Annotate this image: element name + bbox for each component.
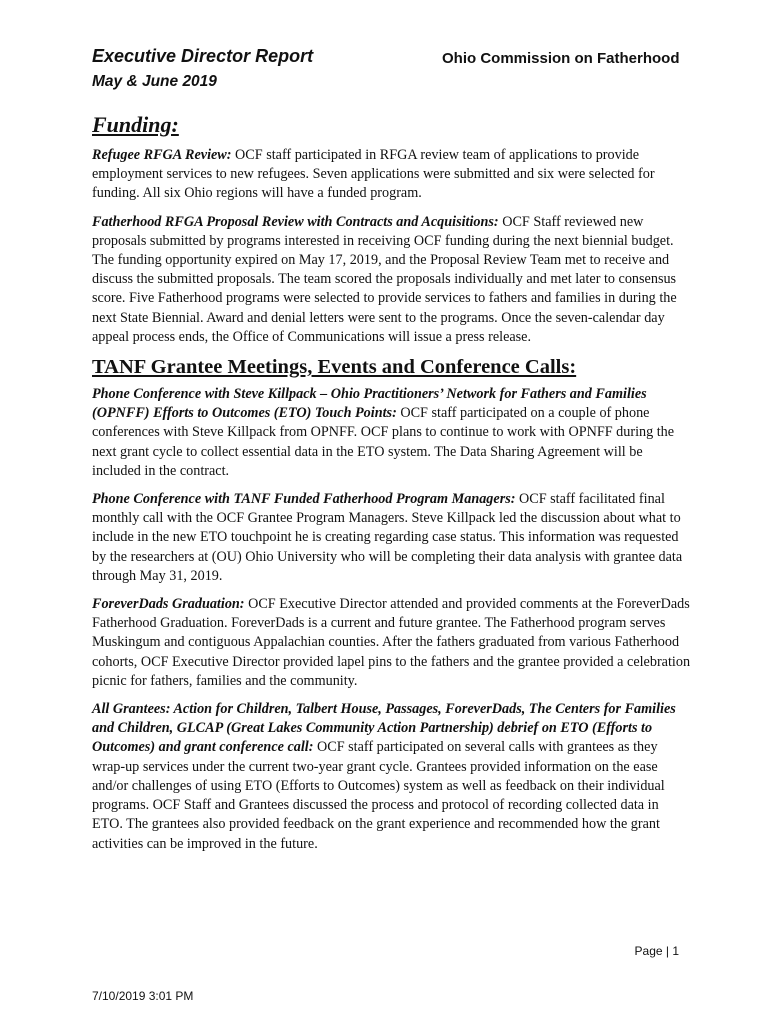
- paragraph-lead: Refugee RFGA Review:: [92, 147, 232, 163]
- organization-name: Ohio Commission on Fatherhood: [442, 50, 680, 67]
- tanf-heading: TANF Grantee Meetings, Events and Conference Calls:: [92, 356, 577, 379]
- funding-paragraph-refugee: [92, 146, 692, 204]
- paragraph-lead: ForeverDads Graduation:: [92, 596, 245, 613]
- paragraph-text: OCF staff participated on a couple of phone conferences with Steve Killpack from OPNFF. OCF plans to continue to work with OPNFF during the next grant cycle to collect essential data in the ETO system. The Data Sharing Agreement will be included in the contract.: [92, 405, 675, 479]
- tanf-paragraph-all-grantees: [92, 700, 692, 854]
- report-title: Executive Director Report: [92, 46, 314, 66]
- paragraph-text: OCF staff participated on several calls with grantees as they wrap-up services under the current two-year grant cycle. Grantees provided information on the ease and/or challenges of using ETO (Efforts to Outcomes) system as well as feedback on their individual programs. OCF Staff and Grantees discussed the process and protocol of recording collected data in ETO. The grantees also provided feedback on the grant experience and recommended how the grant activities can be improved in the future.: [92, 739, 665, 852]
- paragraph-text: OCF staff facilitated final monthly call with the OCF Grantee Program Managers. Steve Killpack led the discussion about what to include in the new ETO touchpoint he is creating regarding case status. This information was requested by the researchers at (OU) Ohio University who will be completing their data analysis with grantee data through May 31, 2019.: [92, 491, 683, 584]
- page-number: Page | 1: [634, 944, 679, 958]
- paragraph-text: OCF Executive Director attended and provided comments at the ForeverDads Fatherhood Graduation. ForeverDads is a current and future grantee. The Fatherhood program serves Muskingum and contiguous Appalachian counties. After the fathers graduated from various Fatherhood cohorts, OCF Executive Director provided lapel pins to the fathers and the grantee provided a celebration picnic for fathers, families and the community.: [92, 596, 691, 689]
- funding-paragraph-fatherhood: [92, 213, 692, 347]
- funding-heading: Funding:: [92, 112, 179, 137]
- print-timestamp: 7/10/2019 3:01 PM: [92, 989, 194, 1003]
- paragraph-lead: All Grantees: Action for Children, Talbert House, Passages, ForeverDads, The Centers for Families and Children, GLCAP (Great Lakes Community Action Partnership) debrief on ETO (Efforts to Outcomes) and grant conference call:: [92, 701, 676, 756]
- paragraph-text: OCF Staff reviewed new proposals submitted by programs interested in receiving OCF funding during the next biennial budget. The funding opportunity expired on May 17, 2019, and the Proposal Review Team met to receive and discuss the submitted proposals. The team scored the proposals individually and met later to consensus score. Five Fatherhood programs were selected to provide services to fathers and families in during the next State Biennial. Award and denial letters were sent to the programs. Once the seven-calendar day appeal process ends, the Office of Communications will issue a press release.: [92, 213, 677, 345]
- tanf-paragraph-foreverdads: [92, 595, 692, 691]
- paragraph-text: OCF staff participated in RFGA review team of applications to provide employment services to new refugees. Seven applications were submitted and six were selected for funding. All six Ohio regions will have a funded program.: [92, 147, 655, 202]
- paragraph-lead: Phone Conference with TANF Funded Fatherhood Program Managers:: [92, 491, 516, 508]
- report-body: [92, 112, 692, 863]
- paragraph-lead: Phone Conference with Steve Killpack – Ohio Practitioners’ Network for Fathers and Families (OPNFF) Efforts to Outcomes (ETO) Touch Points:: [92, 386, 647, 422]
- paragraph-lead: Fatherhood RFGA Proposal Review with Contracts and Acquisitions:: [92, 213, 499, 230]
- tanf-paragraph-program-managers: [92, 490, 692, 586]
- tanf-paragraph-opnff: [92, 385, 692, 481]
- report-date: May & June 2019: [92, 73, 217, 90]
